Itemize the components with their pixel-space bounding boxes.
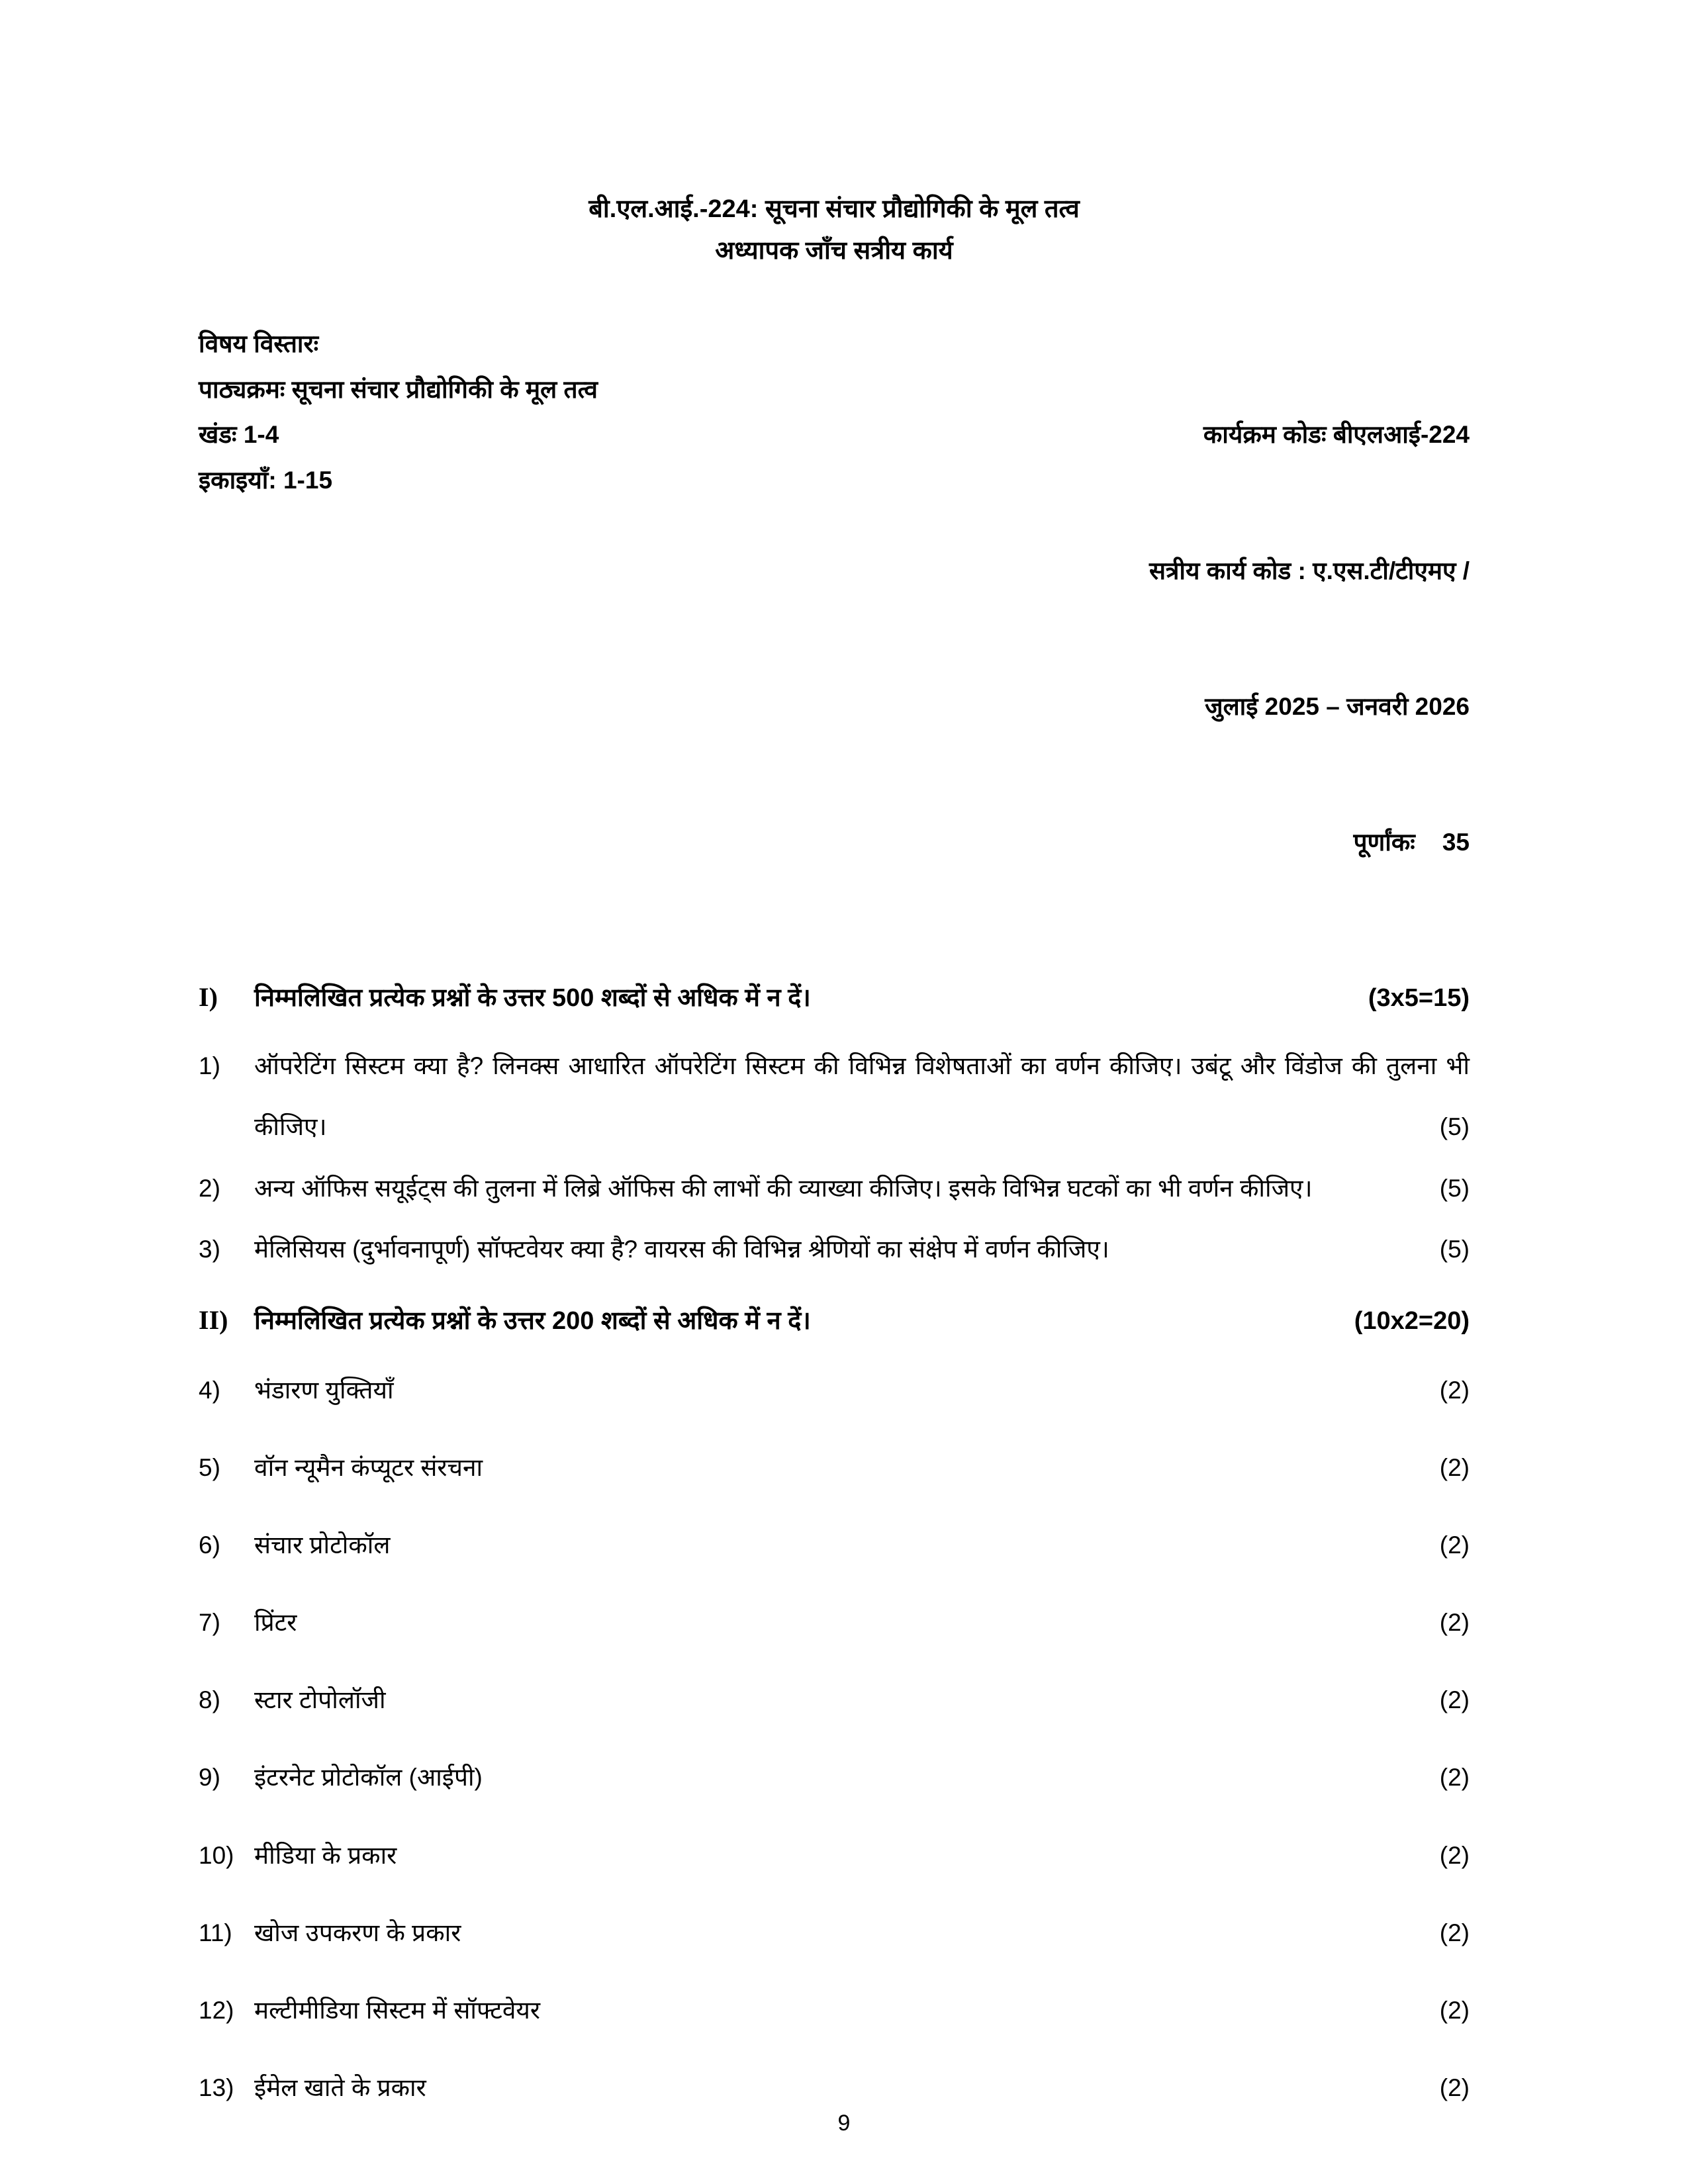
question-number: 8): [199, 1686, 220, 1714]
header-right-column: [1149, 322, 1470, 956]
question-marks: (2): [1439, 1686, 1470, 1714]
assignment-header: [199, 322, 1470, 956]
question-marks: (2): [1439, 2074, 1470, 2102]
question-6: [199, 1525, 1470, 1565]
question-2: [199, 1158, 1470, 1220]
section-1-roman-numeral: I): [199, 981, 218, 1012]
question-number: 5): [199, 1453, 220, 1481]
question-marks: (2): [1439, 1997, 1470, 2024]
question-number: 4): [199, 1376, 220, 1404]
question-number: 12): [199, 1997, 234, 2024]
question-marks: (2): [1439, 1841, 1470, 1869]
question-8: [199, 1680, 1470, 1719]
question-1: [199, 1036, 1470, 1158]
question-4: [199, 1371, 1470, 1410]
question-text-wrap: [254, 1219, 1470, 1281]
question-text: मीडिया के प्रकार: [254, 1841, 397, 1869]
question-number: 11): [199, 1919, 232, 1946]
header-units: इकाइयाँ: 1-15: [199, 466, 333, 494]
question-text: ईमेल खाते के प्रकार: [254, 2074, 426, 2102]
question-text: मेलिसियस (दुर्भावनापूर्ण) सॉफ्टवेयर क्या है? वायरस की विभिन्न श्रेणियों का संक्षेप में वर्णन कीजिए।: [254, 1236, 1109, 1263]
question-text-wrap: [254, 1158, 1470, 1220]
question-number: 2): [199, 1174, 220, 1202]
question-marks: (2): [1439, 1919, 1470, 1946]
header-total-marks: पूर्णांकः 35: [1353, 829, 1470, 856]
question-text: ऑपरेटिंग सिस्टम क्या है? लिनक्स आधारित ऑपरेटिंग सिस्टम की विभिन्न विशेषताओं का वर्णन कीजिए। उबंटू और विंडोज की तुलना भी कीजिए।: [254, 1052, 1470, 1140]
question-text: वॉन न्यूमैन कंप्यूटर संरचना: [254, 1453, 483, 1481]
question-13: [199, 2068, 1470, 2107]
section-1-heading: [199, 976, 1470, 1019]
question-11: [199, 1913, 1470, 1952]
question-number: 3): [199, 1236, 220, 1263]
section-2-heading: [199, 1299, 1470, 1342]
question-5: [199, 1448, 1470, 1487]
section-2-marks-total: (10x2=20): [1354, 1306, 1470, 1335]
question-marks: (2): [1439, 1453, 1470, 1481]
question-marks: (5): [1439, 1113, 1470, 1140]
section-1-heading-text: निम्मलिखित प्रत्येक प्रश्नों के उत्तर 500 शब्दों से अधिक में न दें।: [254, 983, 811, 1012]
question-text-wrap: [254, 1036, 1470, 1158]
header-blocks: खंडः 1-4: [199, 421, 279, 449]
section-2-roman-numeral: II): [199, 1304, 228, 1335]
question-text: संचार प्रोटोकॉल: [254, 1531, 391, 1559]
section-1-marks-total: (3x5=15): [1368, 983, 1470, 1012]
title-line-1: बी.एल.आई.-224: सूचना संचार प्रौद्योगिकी के मूल तत्व: [588, 195, 1080, 223]
header-left-column: [199, 322, 598, 956]
question-text: स्टार टोपोलॉजी: [254, 1686, 386, 1714]
question-number: 6): [199, 1531, 220, 1559]
question-marks: (2): [1439, 1609, 1470, 1637]
page-number: 9: [837, 2111, 851, 2136]
section-2-heading-text: निम्मलिखित प्रत्येक प्रश्नों के उत्तर 200 शब्दों से अधिक में न दें।: [254, 1306, 811, 1335]
question-text: प्रिंटर: [254, 1609, 297, 1637]
question-marks: (5): [1439, 1174, 1470, 1202]
question-3: [199, 1219, 1470, 1281]
question-7: [199, 1603, 1470, 1642]
question-text: अन्य ऑफिस सयूईट्स की तुलना में लिब्रे ऑफिस की लाभों की व्याख्या कीजिए। इसके विभिन्न घटकों का भी वर्णन कीजिए।: [254, 1174, 1313, 1202]
question-number: 7): [199, 1609, 220, 1637]
section-1: [199, 976, 1470, 1281]
header-session: जुलाई 2025 – जनवरी 2026: [1205, 692, 1470, 720]
question-text: इंटरनेट प्रोटोकॉल (आईपी): [254, 1764, 483, 1792]
question-number: 10): [199, 1841, 234, 1869]
question-number: 13): [199, 2074, 234, 2102]
question-9: [199, 1758, 1470, 1797]
question-text: खोज उपकरण के प्रकार: [254, 1919, 461, 1946]
header-course: पाठ्यक्रमः सूचना संचार प्रौद्योगिकी के मूल तत्व: [199, 375, 598, 403]
question-number: 1): [199, 1052, 220, 1079]
question-text: मल्टीमीडिया सिस्टम में सॉफ्टवेयर: [254, 1997, 541, 2024]
section-2: [199, 1299, 1470, 2108]
document-title: [199, 189, 1470, 271]
question-12: [199, 1991, 1470, 2030]
question-marks: (2): [1439, 1376, 1470, 1404]
question-marks: (2): [1439, 1531, 1470, 1559]
question-10: [199, 1836, 1470, 1875]
question-number: 9): [199, 1764, 220, 1792]
question-marks: (5): [1439, 1236, 1470, 1263]
header-subject-coverage: विषय विस्तारः: [199, 330, 319, 358]
header-assignment-code: सत्रीय कार्य कोड : ए.एस.टी/टीएमए /: [1149, 557, 1470, 584]
question-text: भंडारण युक्तियाँ: [254, 1376, 394, 1404]
header-programme-code: कार्यक्रम कोडः बीएलआई-224: [1203, 421, 1470, 449]
title-line-2: अध्यापक जाँच सत्रीय कार्य: [715, 236, 953, 265]
question-marks: (2): [1439, 1764, 1470, 1792]
